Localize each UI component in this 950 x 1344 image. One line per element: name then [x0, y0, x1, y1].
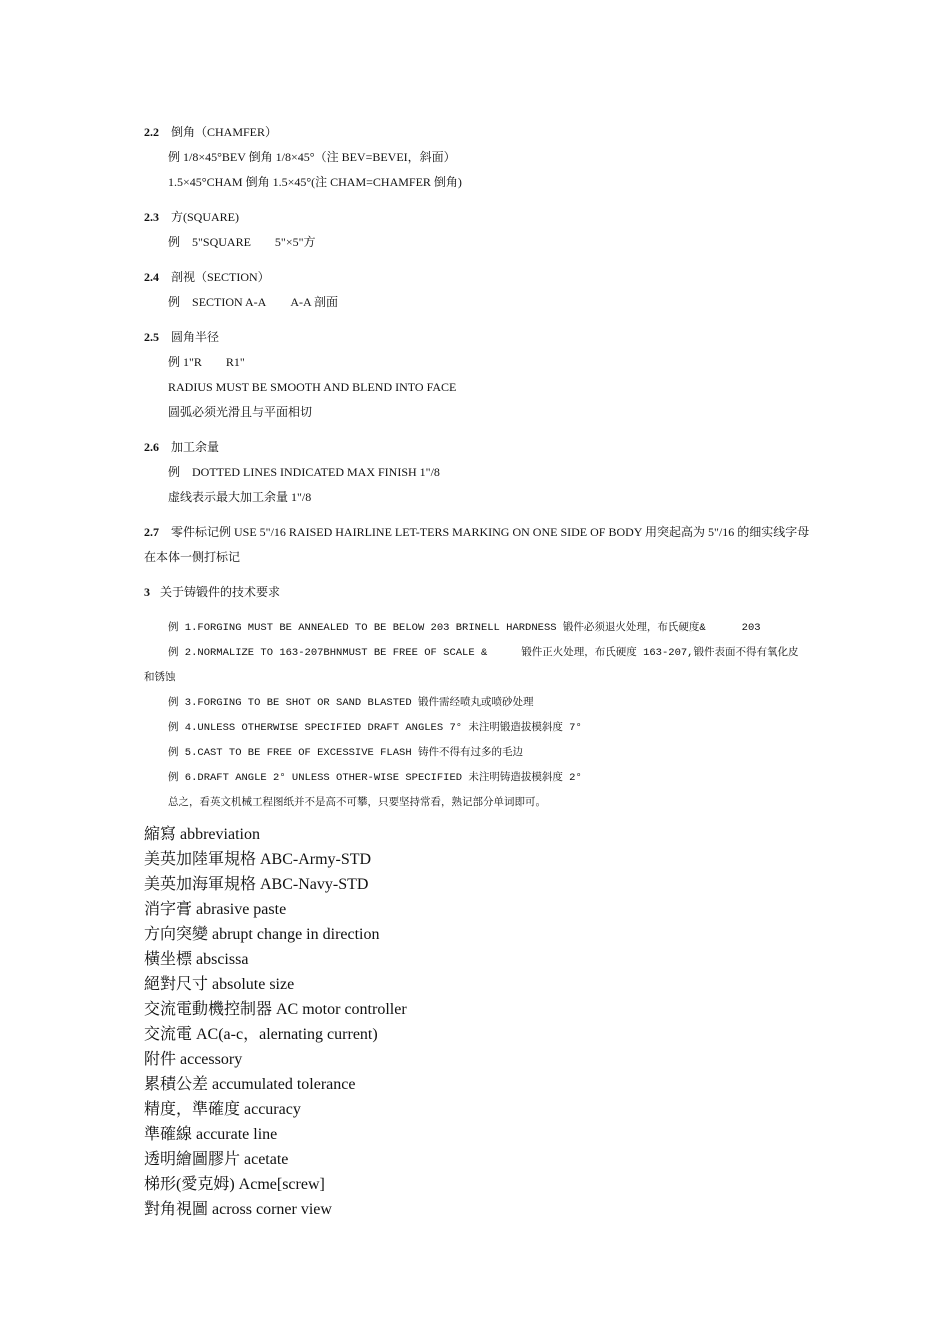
example-cn: A-A 剖面 [290, 295, 339, 309]
glossary-item: 交流電 AC(a-c，alernating current) [144, 1026, 378, 1043]
section-2-2-heading [144, 125, 277, 139]
glossary-item: 方向突變 abrupt change in direction [144, 926, 380, 943]
section-title: 方(SQUARE) [171, 210, 239, 224]
section-title: 加工余量 [171, 440, 220, 454]
section-number: 2.7 [144, 525, 159, 539]
example-en: DOTTED LINES INDICATED MAX FINISH 1"/8 [192, 465, 440, 479]
example-en: 例 1"R [168, 355, 202, 369]
section-3-example-1 [168, 621, 761, 635]
section-2-5-example [168, 355, 245, 369]
section-number: 3 [144, 585, 150, 599]
glossary-item: 美英加陸軍規格 ABC-Army-STD [144, 851, 372, 868]
example-text: 例 1.FORGING MUST BE ANNEALED TO BE BELOW 203 BRINELL HARDNESS 锻件必须退火处理，布氏硬度& [168, 622, 706, 634]
section-2-7-heading [144, 525, 809, 539]
section-3-example-4: 例 4.UNLESS OTHERWISE SPECIFIED DRAFT ANGLES 7° 未注明锻造拔模斜度 7° [168, 722, 582, 734]
glossary-item: 消字膏 abrasive paste [144, 901, 287, 918]
section-3-example-2-cont: 和锈蚀 [144, 672, 176, 684]
glossary-item: 透明繪圖膠片 acetate [144, 1151, 289, 1168]
example-cn: 5"×5"方 [274, 235, 316, 249]
section-2-3-example [168, 235, 316, 249]
section-3-example-6: 例 6.DRAFT ANGLE 2° UNLESS OTHER-WISE SPECIFIED 未注明铸造拔模斜度 2° [168, 772, 582, 784]
section-number: 2.4 [144, 270, 159, 284]
section-3-heading [144, 585, 280, 599]
section-3-example-5: 例 5.CAST TO BE FREE OF EXCESSIVE FLASH 铸件不得有过多的毛边 [168, 747, 523, 759]
section-title: 圆角半径 [171, 330, 220, 344]
section-text: 零件标记例 USE 5"/16 RAISED HAIRLINE LET-TERS MARKING ON ONE SIDE OF BODY 用突起高为 5"/16 的细实线字母 [171, 525, 810, 539]
section-2-6-line1 [168, 465, 440, 479]
glossary-item: 累積公差 accumulated tolerance [144, 1076, 356, 1093]
example-label: 例 [168, 295, 181, 309]
example-label: 例 [168, 235, 181, 249]
example-cn: R1" [225, 355, 245, 369]
glossary-item: 交流電動機控制器 AC motor controller [144, 1001, 407, 1018]
section-title: 剖视（SECTION） [171, 270, 270, 284]
section-2-7-line2: 在本体一侧打标记 [144, 550, 241, 564]
glossary-item: 對角視圖 across corner view [144, 1201, 332, 1218]
section-2-4-example [168, 295, 338, 309]
section-2-2-line2: 1.5×45°CHAM 倒角 1.5×45°(注 CHAM=CHAMFER 倒角) [168, 175, 462, 189]
section-number: 2.2 [144, 125, 159, 139]
section-title: 关于铸锻件的技术要求 [160, 585, 281, 599]
section-2-3-heading [144, 210, 239, 224]
section-3-summary: 总之，看英文机械工程图纸并不是高不可攀，只要坚持常看，熟记部分单词即可。 [168, 797, 546, 809]
example-cn: 锻件正火处理，布氏硬度 163-207,锻件表面不得有氧化皮 [521, 647, 799, 659]
example-en: 5"SQUARE [192, 235, 251, 249]
section-2-5-heading [144, 330, 219, 344]
glossary-item: 美英加海軍規格 ABC-Navy-STD [144, 876, 369, 893]
section-title: 倒角（CHAMFER） [171, 125, 278, 139]
section-number: 2.6 [144, 440, 159, 454]
section-number: 2.3 [144, 210, 159, 224]
example-value: 203 [741, 622, 761, 634]
glossary-item: 精度，準確度 accuracy [144, 1101, 301, 1118]
section-number: 2.5 [144, 330, 159, 344]
glossary-item: 絕對尺寸 absolute size [144, 976, 295, 993]
section-2-6-heading [144, 440, 219, 454]
glossary-item: 橫坐標 abscissa [144, 951, 249, 968]
example-label: 例 [168, 465, 181, 479]
glossary-item: 附件 accessory [144, 1051, 243, 1068]
example-text: 例 2.NORMALIZE TO 163-207BHNMUST BE FREE OF SCALE & [168, 647, 488, 659]
section-3-example-3: 例 3.FORGING TO BE SHOT OR SAND BLASTED 锻件需经喷丸或喷砂处理 [168, 697, 534, 709]
section-2-4-heading [144, 270, 270, 284]
section-3-example-2 [168, 646, 798, 660]
glossary-item: 縮寫 abbreviation [144, 826, 260, 843]
glossary-item: 梯形(愛克姆) Acme[screw] [144, 1176, 325, 1193]
section-2-5-line2: RADIUS MUST BE SMOOTH AND BLEND INTO FACE [168, 380, 457, 394]
example-en: SECTION A-A [192, 295, 267, 309]
section-2-2-line1: 例 1/8×45°BEV 倒角 1/8×45°（注 BEV=BEVEI，斜面） [168, 150, 456, 164]
section-2-5-line3: 圆弧必须光滑且与平面相切 [168, 405, 313, 419]
section-2-6-line2: 虚线表示最大加工余量 1"/8 [168, 490, 312, 504]
glossary-item: 準確線 accurate line [144, 1126, 278, 1143]
